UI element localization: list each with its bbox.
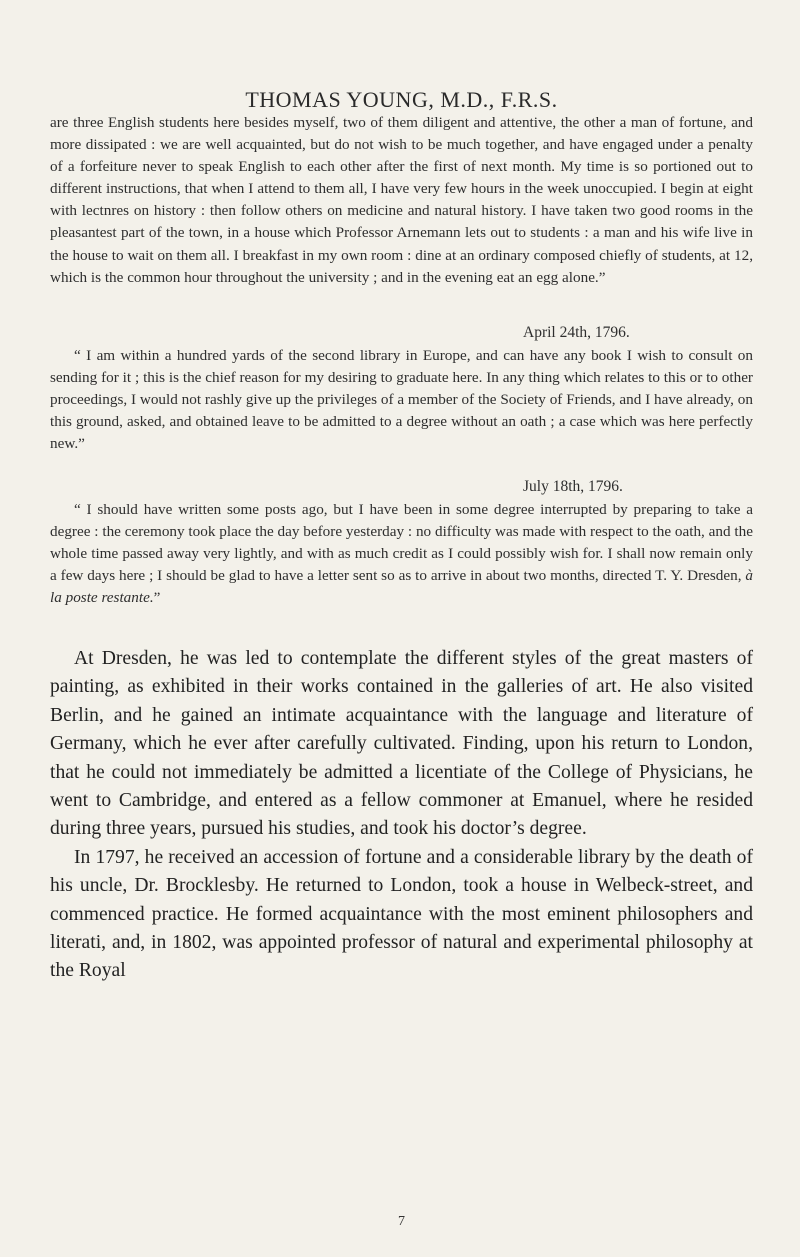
letter-2-text: “ I am within a hundred yards of the second library in Europe, and can have any book I wish to consult on sending for it ; this is the chief reason for my desiring to graduate here. In any thing which relates to this or to other proceedings, I would not rashly give up the privileges of a member of the Society of Friends, and I have already, on this ground, asked, and obtained leave to be admitted to a degree without an oath ; a case which was here perfectly new.” [50,347,753,453]
letter-3-text [50,499,753,609]
letter-excerpt-3 [50,499,753,609]
letter-excerpt-2 [50,345,753,455]
running-head: THOMAS YOUNG, M.D., F.R.S. [245,87,558,112]
page-number: 7 [398,1214,405,1229]
letter-excerpt-1 [50,112,753,289]
letter-2-date: April 24th, 1796. [523,324,630,341]
narrative-paragraph-2: In 1797, he received an accession of fortune and a considerable library by the death of his uncle, Dr. Brocklesby. He returned to London, took a house in Welbeck-street, and commenced practice. He formed acquaintance with the most eminent philosophers and literati, and, in 1802, was appointed professor of natural and experimental philosophy at the Royal [50,846,753,982]
letter-3-date: July 18th, 1796. [523,478,623,495]
letter-3-italic-address: à la poste restante. [50,567,753,607]
letter-3-body: “ I should have written some posts ago, but I have been in some degree interrupted by preparing to take a degree : the ceremony took place the day before yesterday : no difficulty was made with respect to the oath, and the whole time passed away very lightly, and with as much credit as I could possibly wish for. I shall now remain only a few days here ; I should be glad to have a letter sent so as to arrive in about two months, directed T. Y. Dresden, [50,501,753,585]
letter-3-closing-quote: ” [153,589,161,607]
letter-1-text: are three English students here besides myself, two of them diligent and attentive, the other a man of fortune, and more dissipated : we are well acquainted, but do not wish to be much together, and have engaged under a penalty of a forfeiture never to speak English to each other after the first of next month. My time is so portioned out to different instructions, that when I attend to them all, I have very few hours in the week unoccupied. I begin at eight with lectnres on history : then follow others on medicine and natural history. I have taken two good rooms in the pleasantest part of the town, in a house which Professor Arnemann lets out to students : a man and his wife live in the house to wait on them all. I breakfast in my own room : dine at an ordinary composed chiefly of students, at 12, which is the common hour throughout the university ; and in the evening eat an egg alone.” [50,114,753,286]
narrative-text [50,645,753,986]
book-page [50,0,753,1257]
narrative-paragraph-1: At Dresden, he was led to contemplate the different styles of the great masters of painting, as exhibited in their works contained in the galleries of art. He also visited Berlin, and he gained an intimate acquaintance with the language and literature of Germany, which he ever after carefully cultivated. Finding, upon his return to London, that he could not immediately be admitted a licentiate of the College of Physicians, he went to Cambridge, and entered as a fellow commoner at Emanuel, where he resided during three years, pursued his studies, and took his doctor’s degree. [50,648,753,840]
